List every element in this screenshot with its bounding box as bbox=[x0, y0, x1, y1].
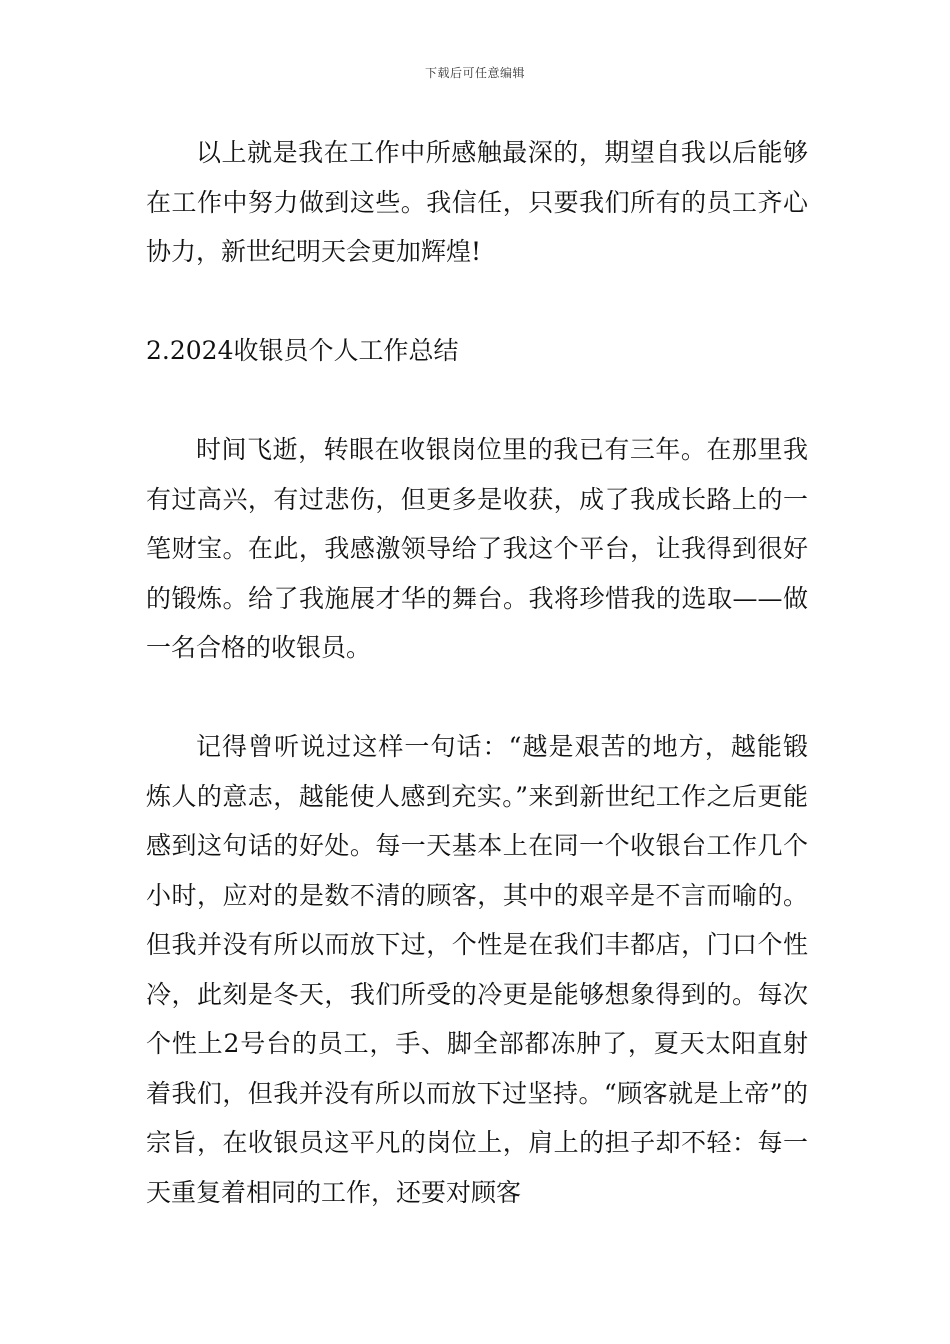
paragraph-spacer bbox=[146, 673, 808, 723]
document-body bbox=[146, 128, 808, 1217]
section-title: 2.2024收银员个人工作总结 bbox=[146, 336, 459, 365]
page-header-note: 下载后可任意编辑 bbox=[424, 66, 525, 80]
paragraph-experience: 记得曾听说过这样一句话：“越是艰苦的地方，越能锻炼人的意志，越能使人感到充实。”来到新世纪工作之后更能感到这句话的好处。每一天基本上在同一个收银台工作几个小时，应对的是数不清的顾客，其中的艰辛是不言而喻的。但我并没有所以而放下过，个性是在我们丰都店，门口个性冷，此刻是冬天，我们所受的冷更是能够想象得到的。每次个性上2号台的员工，手、脚全部都冻肿了，夏天太阳直射着我们，但我并没有所以而放下过坚持。“顾客就是上帝”的宗旨，在收银员这平凡的岗位上，肩上的担子却不轻：每一天重复着相同的工作，还要对顾客 bbox=[146, 732, 808, 1207]
paragraph-spacer bbox=[146, 277, 808, 327]
paragraph-intro: 时间飞逝，转眼在收银岗位里的我已有三年。在那里我有过高兴，有过悲伤，但更多是收获，成了我成长路上的一笔财宝。在此，我感激领导给了我这个平台，让我得到很好的锻炼。给了我施展才华的舞台。我将珍惜我的选取——做一名合格的收银员。 bbox=[146, 435, 808, 662]
paragraph-spacer bbox=[146, 376, 808, 426]
paragraph-closing-reflection: 以上就是我在工作中所感触最深的，期望自我以后能够在工作中努力做到这些。我信任，只要我们所有的员工齐心协力，新世纪明天会更加辉煌! bbox=[146, 138, 808, 266]
